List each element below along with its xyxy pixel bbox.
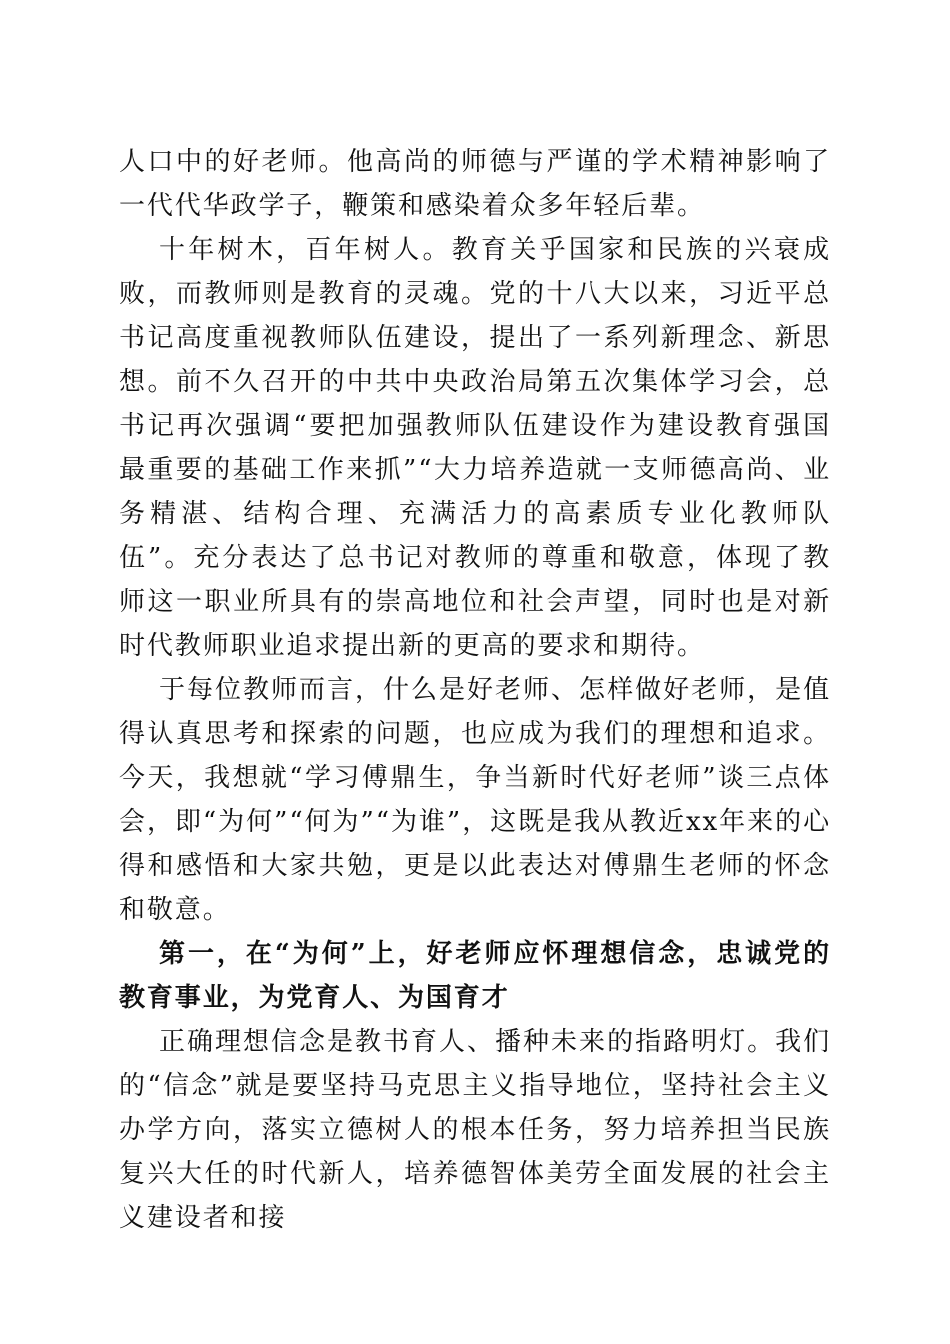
document-body bbox=[119, 140, 831, 1240]
paragraph-ideals-beliefs: 正确理想信念是教书育人、播种未来的指路明灯。我们的“信念”就是要坚持马克思主义指导地位，坚持社会主义办学方向，落实立德树人的根本任务，努力培养担当民族复兴大任的时代新人，培养德智体美劳全面发展的社会主义建设者和接 bbox=[119, 1027, 831, 1233]
paragraph-good-teacher: 于每位教师而言，什么是好老师、怎样做好老师，是值得认真思考和探索的问题，也应成为我们的理想和追求。今天，我想就“学习傅鼎生，争当新时代好老师”谈三点体会，即“为何”“何为”“为谁”，这既是我从教近xx年来的心得和感悟和大家共勉，更是以此表达对傅鼎生老师的怀念和敬意。 bbox=[119, 675, 831, 925]
paragraph-continuation: 人口中的好老师。他高尚的师德与严谨的学术精神影响了一代代华政学子，鞭策和感染着众多年轻后辈。 bbox=[119, 147, 831, 221]
paragraph-teachers-soul: 十年树木，百年树人。教育关乎国家和民族的兴衰成败，而教师则是教育的灵魂。党的十八大以来，习近平总书记高度重视教师队伍建设，提出了一系列新理念、新思想。前不久召开的中共中央政治局第五次集体学习会，总书记再次强调“要把加强教师队伍建设作为建设教育强国最重要的基础工作来抓”“大力培养造就一支师德高尚、业务精湛、结构合理、充满活力的高素质专业化教师队伍”。充分表达了总书记对教师的尊重和敬意，体现了教师这一职业所具有的崇高地位和社会声望，同时也是对新时代教师职业追求提出新的更高的要求和期待。 bbox=[119, 235, 831, 661]
section-heading-first-point: 第一，在“为何”上，好老师应怀理想信念，忠诚党的教育事业，为党育人、为国育才 bbox=[119, 939, 831, 1013]
